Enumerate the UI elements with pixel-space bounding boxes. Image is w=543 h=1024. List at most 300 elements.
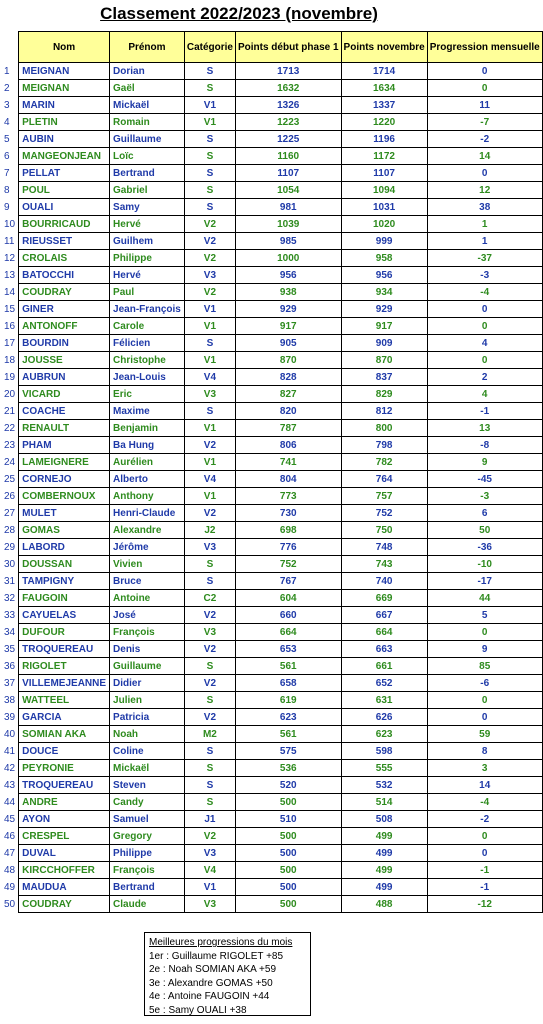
points-novembre-cell: 764 bbox=[341, 471, 427, 488]
progression-cell: 14 bbox=[427, 777, 542, 794]
points-novembre-cell: 1220 bbox=[341, 114, 427, 131]
categorie-cell: S bbox=[184, 148, 235, 165]
table-row bbox=[2, 709, 542, 726]
points-debut-cell: 500 bbox=[235, 862, 341, 879]
prenom-cell: Alexandre bbox=[110, 522, 185, 539]
categorie-cell: V2 bbox=[184, 250, 235, 267]
nom-cell: ANTONOFF bbox=[19, 318, 110, 335]
nom-cell: ANDRE bbox=[19, 794, 110, 811]
prenom-cell: Romain bbox=[110, 114, 185, 131]
prenom-cell: Henri-Claude bbox=[110, 505, 185, 522]
points-debut-cell: 741 bbox=[235, 454, 341, 471]
points-debut-cell: 500 bbox=[235, 794, 341, 811]
table-body bbox=[2, 63, 542, 913]
progression-cell: 0 bbox=[427, 692, 542, 709]
nom-cell: SOMIAN AKA bbox=[19, 726, 110, 743]
rank-cell: 16 bbox=[4, 320, 16, 332]
progression-cell: 0 bbox=[427, 80, 542, 97]
points-novembre-cell: 1020 bbox=[341, 216, 427, 233]
points-debut-cell: 664 bbox=[235, 624, 341, 641]
nom-cell: COACHE bbox=[19, 403, 110, 420]
header-nom: Nom bbox=[19, 32, 110, 63]
nom-cell: CRESPEL bbox=[19, 828, 110, 845]
categorie-cell: S bbox=[184, 80, 235, 97]
nom-cell: CROLAIS bbox=[19, 250, 110, 267]
points-novembre-cell: 798 bbox=[341, 437, 427, 454]
categorie-cell: S bbox=[184, 403, 235, 420]
points-novembre-cell: 740 bbox=[341, 573, 427, 590]
table-row bbox=[2, 114, 542, 131]
categorie-cell: S bbox=[184, 335, 235, 352]
nom-cell: MEIGNAN bbox=[19, 80, 110, 97]
nom-cell: LABORD bbox=[19, 539, 110, 556]
rank-cell: 14 bbox=[4, 286, 16, 298]
progression-cell: 0 bbox=[427, 828, 542, 845]
points-debut-cell: 500 bbox=[235, 896, 341, 913]
rank-cell: 5 bbox=[4, 133, 10, 145]
rank-cell: 20 bbox=[4, 388, 16, 400]
categorie-cell: V1 bbox=[184, 318, 235, 335]
categorie-cell: S bbox=[184, 743, 235, 760]
points-debut-cell: 1107 bbox=[235, 165, 341, 182]
points-novembre-cell: 626 bbox=[341, 709, 427, 726]
points-debut-cell: 1326 bbox=[235, 97, 341, 114]
rank-cell: 44 bbox=[4, 796, 16, 808]
rank-cell: 18 bbox=[4, 354, 16, 366]
categorie-cell: J1 bbox=[184, 811, 235, 828]
points-debut-cell: 561 bbox=[235, 658, 341, 675]
best-progression-line: 2e : Noah SOMIAN AKA +59 bbox=[149, 964, 277, 975]
rank-cell: 32 bbox=[4, 592, 16, 604]
points-debut-cell: 767 bbox=[235, 573, 341, 590]
rank-cell: 23 bbox=[4, 439, 16, 451]
points-debut-cell: 1039 bbox=[235, 216, 341, 233]
prenom-cell: Julien bbox=[110, 692, 185, 709]
prenom-cell: Hervé bbox=[110, 267, 185, 284]
rank-cell: 41 bbox=[4, 745, 16, 757]
rank-cell: 6 bbox=[4, 150, 10, 162]
page-title: Classement 2022/2023 (novembre) bbox=[100, 4, 378, 23]
categorie-cell: V2 bbox=[184, 233, 235, 250]
progression-cell: -3 bbox=[427, 267, 542, 284]
progression-cell: 1 bbox=[427, 233, 542, 250]
points-debut-cell: 623 bbox=[235, 709, 341, 726]
points-novembre-cell: 1634 bbox=[341, 80, 427, 97]
table-row bbox=[2, 828, 542, 845]
rank-cell: 36 bbox=[4, 660, 16, 672]
prenom-cell: Guillaume bbox=[110, 131, 185, 148]
rank-cell: 27 bbox=[4, 507, 16, 519]
points-debut-cell: 776 bbox=[235, 539, 341, 556]
categorie-cell: V1 bbox=[184, 879, 235, 896]
table-row bbox=[2, 352, 542, 369]
points-novembre-cell: 800 bbox=[341, 420, 427, 437]
table-row bbox=[2, 403, 542, 420]
points-novembre-cell: 514 bbox=[341, 794, 427, 811]
points-debut-cell: 804 bbox=[235, 471, 341, 488]
rank-cell: 42 bbox=[4, 762, 16, 774]
nom-cell: COUDRAY bbox=[19, 896, 110, 913]
progression-cell: -4 bbox=[427, 794, 542, 811]
points-debut-cell: 1632 bbox=[235, 80, 341, 97]
points-novembre-cell: 499 bbox=[341, 845, 427, 862]
table-row bbox=[2, 896, 542, 913]
points-novembre-cell: 598 bbox=[341, 743, 427, 760]
progression-cell: -6 bbox=[427, 675, 542, 692]
table-row bbox=[2, 743, 542, 760]
rank-cell: 26 bbox=[4, 490, 16, 502]
categorie-cell: V3 bbox=[184, 845, 235, 862]
points-debut-cell: 820 bbox=[235, 403, 341, 420]
points-debut-cell: 575 bbox=[235, 743, 341, 760]
header-progression: Progression mensuelle bbox=[427, 32, 542, 63]
table-row bbox=[2, 318, 542, 335]
categorie-cell: S bbox=[184, 794, 235, 811]
nom-cell: LAMEIGNERE bbox=[19, 454, 110, 471]
nom-cell: MARIN bbox=[19, 97, 110, 114]
progression-cell: 2 bbox=[427, 369, 542, 386]
table-row bbox=[2, 539, 542, 556]
rank-cell: 37 bbox=[4, 677, 16, 689]
points-novembre-cell: 499 bbox=[341, 879, 427, 896]
table-row bbox=[2, 471, 542, 488]
progression-cell: 85 bbox=[427, 658, 542, 675]
progression-cell: 0 bbox=[427, 63, 542, 80]
categorie-cell: V2 bbox=[184, 607, 235, 624]
rank-cell: 28 bbox=[4, 524, 16, 536]
prenom-cell: Félicien bbox=[110, 335, 185, 352]
points-novembre-cell: 1172 bbox=[341, 148, 427, 165]
table-row bbox=[2, 165, 542, 182]
prenom-cell: Guilhem bbox=[110, 233, 185, 250]
progression-cell: 14 bbox=[427, 148, 542, 165]
table-row bbox=[2, 522, 542, 539]
table-row bbox=[2, 488, 542, 505]
rank-cell: 22 bbox=[4, 422, 16, 434]
points-debut-cell: 619 bbox=[235, 692, 341, 709]
points-debut-cell: 1713 bbox=[235, 63, 341, 80]
prenom-cell: Carole bbox=[110, 318, 185, 335]
nom-cell: RIGOLET bbox=[19, 658, 110, 675]
categorie-cell: S bbox=[184, 63, 235, 80]
categorie-cell: S bbox=[184, 199, 235, 216]
categorie-cell: V3 bbox=[184, 896, 235, 913]
rank-cell: 50 bbox=[4, 898, 16, 910]
nom-cell: TAMPIGNY bbox=[19, 573, 110, 590]
prenom-cell: Gabriel bbox=[110, 182, 185, 199]
nom-cell: PELLAT bbox=[19, 165, 110, 182]
progression-cell: 4 bbox=[427, 335, 542, 352]
prenom-cell: Hervé bbox=[110, 216, 185, 233]
nom-cell: GINER bbox=[19, 301, 110, 318]
categorie-cell: V1 bbox=[184, 301, 235, 318]
categorie-cell: V2 bbox=[184, 216, 235, 233]
progression-cell: -36 bbox=[427, 539, 542, 556]
rank-cell: 35 bbox=[4, 643, 16, 655]
rank-cell: 47 bbox=[4, 847, 16, 859]
points-debut-cell: 929 bbox=[235, 301, 341, 318]
rank-cell: 34 bbox=[4, 626, 16, 638]
points-novembre-cell: 1107 bbox=[341, 165, 427, 182]
points-debut-cell: 1223 bbox=[235, 114, 341, 131]
progression-cell: 3 bbox=[427, 760, 542, 777]
table-row bbox=[2, 624, 542, 641]
prenom-cell: Didier bbox=[110, 675, 185, 692]
categorie-cell: S bbox=[184, 777, 235, 794]
nom-cell: JOUSSE bbox=[19, 352, 110, 369]
table-row bbox=[2, 148, 542, 165]
points-novembre-cell: 870 bbox=[341, 352, 427, 369]
progression-cell: 44 bbox=[427, 590, 542, 607]
rank-cell: 13 bbox=[4, 269, 16, 281]
categorie-cell: V3 bbox=[184, 624, 235, 641]
rank-cell: 48 bbox=[4, 864, 16, 876]
table-row bbox=[2, 811, 542, 828]
prenom-cell: Aurélien bbox=[110, 454, 185, 471]
points-debut-cell: 870 bbox=[235, 352, 341, 369]
points-debut-cell: 698 bbox=[235, 522, 341, 539]
header-points-novembre: Points novembre bbox=[341, 32, 427, 63]
points-debut-cell: 981 bbox=[235, 199, 341, 216]
progression-cell: 1 bbox=[427, 216, 542, 233]
rank-header bbox=[2, 32, 19, 63]
categorie-cell: S bbox=[184, 692, 235, 709]
progression-cell: -7 bbox=[427, 114, 542, 131]
categorie-cell: S bbox=[184, 165, 235, 182]
rank-cell: 2 bbox=[4, 82, 10, 94]
prenom-cell: Denis bbox=[110, 641, 185, 658]
points-novembre-cell: 748 bbox=[341, 539, 427, 556]
prenom-cell: Candy bbox=[110, 794, 185, 811]
categorie-cell: S bbox=[184, 760, 235, 777]
rank-cell: 10 bbox=[4, 218, 16, 230]
prenom-cell: Bruce bbox=[110, 573, 185, 590]
categorie-cell: V4 bbox=[184, 471, 235, 488]
nom-cell: CORNEJO bbox=[19, 471, 110, 488]
points-novembre-cell: 1337 bbox=[341, 97, 427, 114]
rank-cell: 12 bbox=[4, 252, 16, 264]
rank-cell: 8 bbox=[4, 184, 10, 196]
prenom-cell: Bertrand bbox=[110, 879, 185, 896]
categorie-cell: M2 bbox=[184, 726, 235, 743]
rank-cell: 17 bbox=[4, 337, 16, 349]
progression-cell: 59 bbox=[427, 726, 542, 743]
progression-cell: 0 bbox=[427, 845, 542, 862]
progression-cell: 0 bbox=[427, 709, 542, 726]
points-novembre-cell: 667 bbox=[341, 607, 427, 624]
prenom-cell: Guillaume bbox=[110, 658, 185, 675]
rank-cell: 39 bbox=[4, 711, 16, 723]
rank-cell: 38 bbox=[4, 694, 16, 706]
nom-cell: GOMAS bbox=[19, 522, 110, 539]
points-novembre-cell: 837 bbox=[341, 369, 427, 386]
prenom-cell: Alberto bbox=[110, 471, 185, 488]
nom-cell: BATOCCHI bbox=[19, 267, 110, 284]
progression-cell: 0 bbox=[427, 624, 542, 641]
prenom-cell: Samuel bbox=[110, 811, 185, 828]
points-debut-cell: 905 bbox=[235, 335, 341, 352]
categorie-cell: J2 bbox=[184, 522, 235, 539]
progression-cell: 0 bbox=[427, 301, 542, 318]
points-debut-cell: 1160 bbox=[235, 148, 341, 165]
table-row bbox=[2, 607, 542, 624]
header-prenom: Prénom bbox=[110, 32, 185, 63]
rank-cell: 4 bbox=[4, 116, 10, 128]
categorie-cell: V2 bbox=[184, 641, 235, 658]
points-novembre-cell: 934 bbox=[341, 284, 427, 301]
points-debut-cell: 500 bbox=[235, 879, 341, 896]
points-debut-cell: 985 bbox=[235, 233, 341, 250]
points-debut-cell: 1000 bbox=[235, 250, 341, 267]
points-debut-cell: 561 bbox=[235, 726, 341, 743]
rank-cell: 31 bbox=[4, 575, 16, 587]
table-row bbox=[2, 777, 542, 794]
progression-cell: -37 bbox=[427, 250, 542, 267]
table-row bbox=[2, 335, 542, 352]
prenom-cell: José bbox=[110, 607, 185, 624]
table-row bbox=[2, 386, 542, 403]
nom-cell: RIEUSSET bbox=[19, 233, 110, 250]
rank-cell: 30 bbox=[4, 558, 16, 570]
nom-cell: KIRCCHOFFER bbox=[19, 862, 110, 879]
points-novembre-cell: 1094 bbox=[341, 182, 427, 199]
points-novembre-cell: 956 bbox=[341, 267, 427, 284]
prenom-cell: Patricia bbox=[110, 709, 185, 726]
categorie-cell: C2 bbox=[184, 590, 235, 607]
categorie-cell: V1 bbox=[184, 352, 235, 369]
categorie-cell: V2 bbox=[184, 437, 235, 454]
prenom-cell: Antoine bbox=[110, 590, 185, 607]
best-progression-line: 5e : Samy OUALI +38 bbox=[149, 1004, 247, 1016]
rank-cell: 19 bbox=[4, 371, 16, 383]
prenom-cell: Philippe bbox=[110, 250, 185, 267]
table-row bbox=[2, 505, 542, 522]
nom-cell: COUDRAY bbox=[19, 284, 110, 301]
rank-cell: 45 bbox=[4, 813, 16, 825]
table-row bbox=[2, 454, 542, 471]
progression-cell: -3 bbox=[427, 488, 542, 505]
table-row bbox=[2, 199, 542, 216]
prenom-cell: Anthony bbox=[110, 488, 185, 505]
categorie-cell: V2 bbox=[184, 828, 235, 845]
nom-cell: VICARD bbox=[19, 386, 110, 403]
categorie-cell: V1 bbox=[184, 420, 235, 437]
table-row bbox=[2, 641, 542, 658]
prenom-cell: Maxime bbox=[110, 403, 185, 420]
points-debut-cell: 1225 bbox=[235, 131, 341, 148]
table-row bbox=[2, 556, 542, 573]
prenom-cell: Christophe bbox=[110, 352, 185, 369]
prenom-cell: Mickaël bbox=[110, 97, 185, 114]
table-row bbox=[2, 573, 542, 590]
nom-cell: RENAULT bbox=[19, 420, 110, 437]
nom-cell: DUFOUR bbox=[19, 624, 110, 641]
categorie-cell: V1 bbox=[184, 454, 235, 471]
points-debut-cell: 956 bbox=[235, 267, 341, 284]
points-debut-cell: 752 bbox=[235, 556, 341, 573]
rank-cell: 25 bbox=[4, 473, 16, 485]
table-row bbox=[2, 726, 542, 743]
points-debut-cell: 806 bbox=[235, 437, 341, 454]
nom-cell: PLETIN bbox=[19, 114, 110, 131]
points-novembre-cell: 663 bbox=[341, 641, 427, 658]
nom-cell: MANGEONJEAN bbox=[19, 148, 110, 165]
points-debut-cell: 828 bbox=[235, 369, 341, 386]
table-row bbox=[2, 794, 542, 811]
nom-cell: WATTEEL bbox=[19, 692, 110, 709]
best-progression-line: 4e : Antoine FAUGOIN +44 bbox=[149, 991, 270, 1002]
points-novembre-cell: 499 bbox=[341, 828, 427, 845]
table-row bbox=[2, 760, 542, 777]
prenom-cell: Mickaël bbox=[110, 760, 185, 777]
points-novembre-cell: 999 bbox=[341, 233, 427, 250]
prenom-cell: Ba Hung bbox=[110, 437, 185, 454]
points-novembre-cell: 532 bbox=[341, 777, 427, 794]
table-row bbox=[2, 658, 542, 675]
prenom-cell: Claude bbox=[110, 896, 185, 913]
categorie-cell: S bbox=[184, 556, 235, 573]
categorie-cell: V1 bbox=[184, 114, 235, 131]
table-row bbox=[2, 80, 542, 97]
table-row bbox=[2, 862, 542, 879]
nom-cell: BOURDIN bbox=[19, 335, 110, 352]
table-row bbox=[2, 437, 542, 454]
progression-cell: 12 bbox=[427, 182, 542, 199]
progression-cell: 9 bbox=[427, 641, 542, 658]
rank-cell: 33 bbox=[4, 609, 16, 621]
nom-cell: PHAM bbox=[19, 437, 110, 454]
categorie-cell: V4 bbox=[184, 369, 235, 386]
rank-cell: 15 bbox=[4, 303, 16, 315]
nom-cell: MAUDUA bbox=[19, 879, 110, 896]
nom-cell: DUVAL bbox=[19, 845, 110, 862]
categorie-cell: V3 bbox=[184, 386, 235, 403]
table-row bbox=[2, 97, 542, 114]
prenom-cell: Samy bbox=[110, 199, 185, 216]
points-novembre-cell: 750 bbox=[341, 522, 427, 539]
nom-cell: DOUSSAN bbox=[19, 556, 110, 573]
points-novembre-cell: 929 bbox=[341, 301, 427, 318]
categorie-cell: S bbox=[184, 573, 235, 590]
progression-cell: 9 bbox=[427, 454, 542, 471]
progression-cell: 11 bbox=[427, 97, 542, 114]
progression-cell: 6 bbox=[427, 505, 542, 522]
table-row bbox=[2, 692, 542, 709]
progression-cell: 0 bbox=[427, 352, 542, 369]
prenom-cell: Loïc bbox=[110, 148, 185, 165]
points-novembre-cell: 958 bbox=[341, 250, 427, 267]
table-header-row bbox=[2, 32, 542, 63]
categorie-cell: V4 bbox=[184, 862, 235, 879]
nom-cell: FAUGOIN bbox=[19, 590, 110, 607]
categorie-cell: V2 bbox=[184, 675, 235, 692]
points-novembre-cell: 917 bbox=[341, 318, 427, 335]
table-row bbox=[2, 301, 542, 318]
points-novembre-cell: 555 bbox=[341, 760, 427, 777]
nom-cell: TROQUEREAU bbox=[19, 777, 110, 794]
categorie-cell: S bbox=[184, 658, 235, 675]
nom-cell: PEYRONIE bbox=[19, 760, 110, 777]
prenom-cell: Paul bbox=[110, 284, 185, 301]
nom-cell: COMBERNOUX bbox=[19, 488, 110, 505]
points-debut-cell: 787 bbox=[235, 420, 341, 437]
nom-cell: VILLEMEJEANNE bbox=[19, 675, 110, 692]
points-debut-cell: 730 bbox=[235, 505, 341, 522]
rank-cell: 43 bbox=[4, 779, 16, 791]
best-progressions-title: Meilleures progressions du mois bbox=[149, 937, 293, 948]
points-debut-cell: 658 bbox=[235, 675, 341, 692]
progression-cell: 0 bbox=[427, 318, 542, 335]
